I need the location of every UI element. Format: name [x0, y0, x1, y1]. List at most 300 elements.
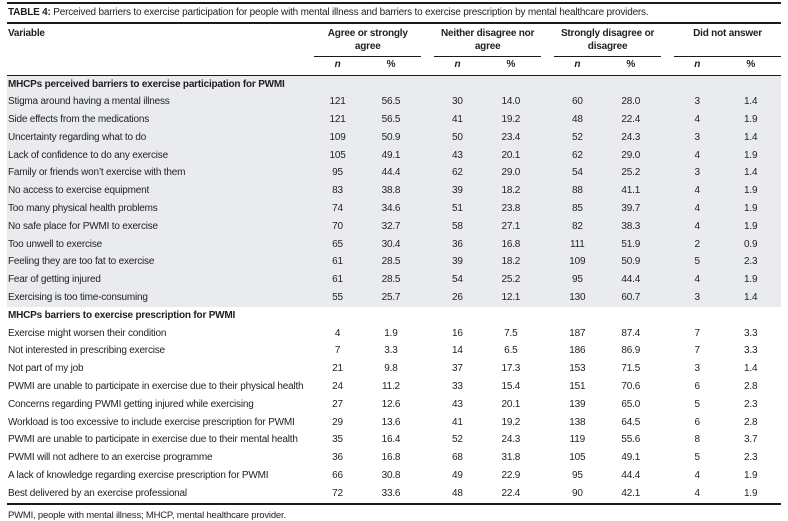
pct-cell: 71.5 [621, 363, 641, 375]
column-gap [541, 111, 554, 129]
column-gap [661, 467, 674, 485]
column-gap [661, 253, 674, 271]
column-gap [421, 24, 434, 75]
pct-cell: 19.2 [481, 111, 541, 129]
n-cell: 119 [569, 434, 585, 446]
column-header-pct: % [601, 57, 661, 76]
pct-cell: 2.3 [720, 253, 781, 271]
variable-cell: Concerns regarding PWMI getting injured while exercising [8, 398, 254, 410]
n-cell: 49 [452, 470, 463, 482]
column-gap [541, 360, 554, 378]
column-gap [661, 200, 674, 218]
column-gap [541, 218, 554, 236]
pct-cell: 1.4 [720, 289, 781, 307]
pct-cell: 13.6 [381, 416, 401, 428]
table-row [7, 218, 781, 236]
column-gap [661, 378, 674, 396]
n-cell: 5 [674, 253, 720, 271]
pct-cell: 27.1 [481, 218, 541, 236]
n-cell: 68 [452, 452, 463, 464]
n-cell: 39 [434, 253, 480, 271]
table-row [7, 147, 781, 165]
variable-cell: Uncertainty regarding what to do [7, 129, 314, 147]
pct-cell: 50.9 [361, 129, 421, 147]
column-gap [661, 414, 674, 432]
n-cell: 105 [314, 147, 360, 165]
column-gap [421, 289, 434, 307]
column-gap [661, 236, 674, 254]
column-gap [421, 485, 434, 504]
pct-cell: 39.7 [601, 200, 661, 218]
n-cell: 153 [569, 363, 586, 375]
section-header: MHCPs barriers to exercise prescription for PWMI [8, 309, 236, 321]
variable-cell: PWMI are unable to participate in exercise due to their physical health [8, 381, 304, 393]
column-gap [421, 111, 434, 129]
pct-cell: 1.9 [384, 327, 398, 339]
n-cell: 3 [674, 164, 720, 182]
pct-cell: 56.5 [361, 93, 421, 111]
column-gap [541, 129, 554, 147]
column-gap [421, 360, 434, 378]
column-gap [541, 396, 554, 414]
pct-cell: 23.4 [481, 129, 541, 147]
table-row [7, 396, 781, 414]
n-cell: 8 [694, 434, 700, 446]
n-cell: 52 [452, 434, 463, 446]
pct-cell: 42.1 [601, 485, 661, 504]
n-cell: 4 [674, 182, 720, 200]
table-row [7, 360, 781, 378]
pct-cell: 20.1 [501, 398, 521, 410]
column-gap [421, 467, 434, 485]
pct-cell: 17.3 [501, 363, 521, 375]
n-cell: 61 [314, 271, 360, 289]
column-gap [661, 289, 674, 307]
n-cell: 90 [554, 485, 600, 504]
variable-cell: PWMI will not adhere to an exercise programme [8, 452, 213, 464]
group-header-row [7, 24, 781, 57]
column-group-agree: Agree or strongly agree [314, 24, 421, 57]
pct-cell: 24.3 [501, 434, 521, 446]
n-cell: 37 [452, 363, 463, 375]
column-gap [661, 449, 674, 467]
column-gap [541, 431, 554, 449]
pct-cell: 28.5 [361, 253, 421, 271]
pct-cell: 14.0 [481, 93, 541, 111]
variable-cell: A lack of knowledge regarding exercise prescription for PWMI [8, 470, 269, 482]
n-cell: 62 [434, 164, 480, 182]
table-footnote: PWMI, people with mental illness; MHCP, mental healthcare provider. [8, 509, 286, 521]
variable-cell: Exercising is too time-consuming [7, 289, 314, 307]
variable-cell: Best delivered by an exercise professional [7, 485, 314, 504]
pct-cell: 34.6 [361, 200, 421, 218]
pct-cell: 38.8 [361, 182, 421, 200]
n-cell: 41 [452, 416, 463, 428]
table-row [7, 236, 781, 254]
pct-cell: 29.0 [481, 164, 541, 182]
pct-cell: 16.4 [381, 434, 401, 446]
table-title [7, 2, 781, 24]
pct-cell: 1.4 [744, 363, 758, 375]
column-gap [541, 467, 554, 485]
pct-cell: 1.9 [744, 470, 758, 482]
pct-cell: 44.4 [361, 164, 421, 182]
column-gap [541, 289, 554, 307]
column-gap [541, 414, 554, 432]
column-gap [421, 182, 434, 200]
table-row [7, 111, 781, 129]
pct-cell: 60.7 [601, 289, 661, 307]
column-gap [421, 378, 434, 396]
column-gap [421, 164, 434, 182]
table-row [7, 378, 781, 396]
column-gap [661, 342, 674, 360]
pct-cell: 6.5 [504, 345, 518, 357]
column-header-n: n [674, 57, 720, 76]
pct-cell: 12.1 [481, 289, 541, 307]
pct-cell: 1.9 [720, 485, 781, 504]
column-gap [421, 325, 434, 343]
n-cell: 6 [694, 381, 700, 393]
pct-cell: 1.9 [720, 218, 781, 236]
pct-cell: 64.5 [621, 416, 641, 428]
n-cell: 151 [569, 381, 586, 393]
table-row [7, 253, 781, 271]
column-gap [541, 378, 554, 396]
n-cell: 51 [434, 200, 480, 218]
n-cell: 24 [332, 381, 343, 393]
pct-cell: 23.8 [481, 200, 541, 218]
n-cell: 4 [694, 470, 700, 482]
pct-cell: 1.9 [720, 147, 781, 165]
n-cell: 6 [694, 416, 700, 428]
n-cell: 48 [554, 111, 600, 129]
n-cell: 70 [314, 218, 360, 236]
pct-cell: 49.1 [621, 452, 641, 464]
n-cell: 30 [434, 93, 480, 111]
pct-cell: 86.9 [621, 345, 641, 357]
n-cell: 4 [674, 218, 720, 236]
table-row [7, 431, 781, 449]
pct-cell: 9.8 [384, 363, 398, 375]
pct-cell: 0.9 [720, 236, 781, 254]
n-cell: 88 [554, 182, 600, 200]
n-cell: 85 [554, 200, 600, 218]
pct-cell: 25.2 [601, 164, 661, 182]
table-number-label: TABLE 4: [8, 7, 51, 18]
variable-cell: Exercise might worsen their condition [8, 327, 167, 339]
table-row [7, 129, 781, 147]
column-gap [541, 182, 554, 200]
n-cell: 54 [554, 164, 600, 182]
column-header-pct: % [481, 57, 541, 76]
n-cell: 95 [314, 164, 360, 182]
column-gap [661, 93, 674, 111]
pct-cell: 1.4 [720, 93, 781, 111]
n-cell: 26 [434, 289, 480, 307]
n-cell: 58 [434, 218, 480, 236]
n-cell: 74 [314, 200, 360, 218]
column-gap [661, 271, 674, 289]
variable-cell: No safe place for PWMI to exercise [7, 218, 314, 236]
column-header-pct: % [720, 57, 781, 76]
pct-cell: 29.0 [601, 147, 661, 165]
column-gap [661, 360, 674, 378]
pct-cell: 1.4 [720, 164, 781, 182]
pct-cell: 2.8 [744, 416, 758, 428]
pct-cell: 41.1 [601, 182, 661, 200]
column-gap [541, 342, 554, 360]
variable-cell: Lack of confidence to do any exercise [7, 147, 314, 165]
table-row [7, 182, 781, 200]
column-gap [421, 93, 434, 111]
n-cell: 7 [694, 345, 700, 357]
column-gap [541, 253, 554, 271]
n-cell: 105 [569, 452, 586, 464]
section-header-row [7, 75, 781, 93]
n-cell: 186 [569, 345, 586, 357]
n-cell: 27 [332, 398, 343, 410]
table-row [7, 164, 781, 182]
pct-cell: 3.3 [384, 345, 398, 357]
pct-cell: 1.9 [720, 271, 781, 289]
column-header-n: n [434, 57, 480, 76]
n-cell: 5 [694, 398, 700, 410]
variable-cell: Family or friends won’t exercise with them [7, 164, 314, 182]
n-cell: 72 [314, 485, 360, 504]
n-cell: 138 [569, 416, 586, 428]
n-cell: 121 [314, 93, 360, 111]
variable-cell: PWMI are unable to participate in exercise due to their mental health [8, 434, 298, 446]
table-row [7, 467, 781, 485]
column-header-pct: % [361, 57, 421, 76]
pct-cell: 65.0 [621, 398, 641, 410]
column-gap [661, 164, 674, 182]
n-cell: 111 [554, 236, 600, 254]
column-gap [421, 396, 434, 414]
column-gap [541, 325, 554, 343]
column-group-disagree: Strongly disagree or disagree [554, 24, 661, 57]
pct-cell: 22.4 [481, 485, 541, 504]
n-cell: 52 [554, 129, 600, 147]
variable-cell: Not part of my job [8, 363, 84, 375]
table-row [7, 200, 781, 218]
pct-cell: 44.4 [601, 271, 661, 289]
column-gap [661, 485, 674, 504]
pct-cell: 25.7 [361, 289, 421, 307]
section-header-row [7, 307, 781, 325]
n-cell: 4 [674, 147, 720, 165]
table-row [7, 93, 781, 111]
n-cell: 36 [434, 236, 480, 254]
pct-cell: 1.9 [720, 200, 781, 218]
pct-cell: 2.3 [744, 452, 758, 464]
n-cell: 3 [674, 93, 720, 111]
pct-cell: 30.8 [381, 470, 401, 482]
n-cell: 33 [452, 381, 463, 393]
n-cell: 55 [314, 289, 360, 307]
n-cell: 7 [694, 327, 700, 339]
n-cell: 2 [674, 236, 720, 254]
column-header-n: n [554, 57, 600, 76]
n-cell: 61 [314, 253, 360, 271]
column-gap [661, 182, 674, 200]
n-cell: 54 [434, 271, 480, 289]
n-cell: 3 [674, 129, 720, 147]
column-gap [541, 200, 554, 218]
n-cell: 4 [674, 271, 720, 289]
n-cell: 66 [332, 470, 343, 482]
n-cell: 62 [554, 147, 600, 165]
n-cell: 121 [314, 111, 360, 129]
pct-cell: 15.4 [501, 381, 521, 393]
pct-cell: 25.2 [481, 271, 541, 289]
n-cell: 109 [554, 253, 600, 271]
pct-cell: 30.4 [361, 236, 421, 254]
pct-cell: 7.5 [504, 327, 518, 339]
column-gap [421, 342, 434, 360]
table-row [7, 271, 781, 289]
n-cell: 16 [452, 327, 463, 339]
barriers-table [7, 24, 781, 505]
n-cell: 4 [334, 327, 341, 339]
variable-cell: Fear of getting injured [7, 271, 314, 289]
pct-cell: 20.1 [481, 147, 541, 165]
column-gap [421, 449, 434, 467]
table-body [7, 75, 781, 504]
n-cell: 43 [434, 147, 480, 165]
pct-cell: 3.3 [744, 327, 758, 339]
table-row [7, 289, 781, 307]
table-row [7, 414, 781, 432]
pct-cell: 16.8 [481, 236, 541, 254]
pct-cell: 49.1 [361, 147, 421, 165]
pct-cell: 3.3 [744, 345, 758, 357]
variable-cell: Stigma around having a mental illness [7, 93, 314, 111]
n-cell: 7 [334, 345, 341, 357]
pct-cell: 32.7 [361, 218, 421, 236]
column-gap [661, 431, 674, 449]
n-cell: 29 [332, 416, 343, 428]
pct-cell: 51.9 [601, 236, 661, 254]
pct-cell: 1.4 [720, 129, 781, 147]
variable-cell: Side effects from the medications [7, 111, 314, 129]
pct-cell: 1.9 [720, 182, 781, 200]
pct-cell: 22.4 [601, 111, 661, 129]
table-row [7, 485, 781, 504]
column-gap [421, 253, 434, 271]
column-gap [541, 147, 554, 165]
variable-cell: Too unwell to exercise [7, 236, 314, 254]
pct-cell: 2.3 [744, 398, 758, 410]
variable-cell: Feeling they are too fat to exercise [7, 253, 314, 271]
pct-cell: 12.6 [381, 398, 401, 410]
n-cell: 3 [694, 363, 700, 375]
n-cell: 39 [434, 182, 480, 200]
table-row [7, 449, 781, 467]
variable-cell: No access to exercise equipment [7, 182, 314, 200]
pct-cell: 31.8 [501, 452, 521, 464]
n-cell: 43 [452, 398, 463, 410]
column-gap [421, 271, 434, 289]
column-gap [541, 449, 554, 467]
pct-cell: 18.2 [481, 253, 541, 271]
column-header-n: n [314, 57, 360, 76]
pct-cell: 16.8 [381, 452, 401, 464]
pct-cell: 50.9 [601, 253, 661, 271]
column-header-variable: Variable [7, 24, 314, 75]
pct-cell: 70.6 [621, 381, 641, 393]
n-cell: 41 [434, 111, 480, 129]
table-header [7, 24, 781, 75]
column-gap [541, 271, 554, 289]
column-gap [421, 414, 434, 432]
n-cell: 83 [314, 182, 360, 200]
pct-cell: 18.2 [481, 182, 541, 200]
column-gap [661, 129, 674, 147]
n-cell: 130 [554, 289, 600, 307]
n-cell: 50 [434, 129, 480, 147]
column-gap [541, 485, 554, 504]
pct-cell: 11.2 [381, 381, 400, 393]
variable-cell: Too many physical health problems [7, 200, 314, 218]
column-gap [541, 236, 554, 254]
variable-cell: Not interested in prescribing exercise [8, 345, 165, 357]
n-cell: 14 [452, 345, 463, 357]
column-gap [661, 24, 674, 75]
pct-cell: 24.3 [601, 129, 661, 147]
table-row [7, 342, 781, 360]
n-cell: 21 [332, 363, 343, 375]
pct-cell: 28.0 [601, 93, 661, 111]
n-cell: 60 [554, 93, 600, 111]
n-cell: 35 [332, 434, 343, 446]
column-group-neither: Neither disagree nor agree [434, 24, 541, 57]
column-gap [421, 129, 434, 147]
column-gap [541, 93, 554, 111]
column-gap [541, 164, 554, 182]
n-cell: 187 [569, 327, 586, 339]
column-gap [421, 431, 434, 449]
column-group-no-answer: Did not answer [674, 24, 781, 57]
pct-cell: 22.9 [501, 470, 521, 482]
column-gap [661, 147, 674, 165]
n-cell: 65 [314, 236, 360, 254]
column-gap [661, 396, 674, 414]
n-cell: 48 [434, 485, 480, 504]
pct-cell: 1.9 [720, 111, 781, 129]
column-gap [661, 111, 674, 129]
n-cell: 4 [674, 200, 720, 218]
column-gap [421, 218, 434, 236]
pct-cell: 44.4 [621, 470, 641, 482]
n-cell: 139 [569, 398, 586, 410]
pct-cell: 19.2 [501, 416, 521, 428]
n-cell: 3 [674, 289, 720, 307]
pct-cell: 2.8 [744, 381, 758, 393]
table-row [7, 325, 781, 343]
pct-cell: 87.4 [621, 327, 641, 339]
n-cell: 109 [314, 129, 360, 147]
column-gap [421, 200, 434, 218]
variable-cell: Workload is too excessive to include exercise prescription for PWMI [8, 416, 295, 428]
column-gap [421, 147, 434, 165]
pct-cell: 38.3 [601, 218, 661, 236]
column-gap [541, 24, 554, 75]
n-cell: 5 [694, 452, 700, 464]
n-cell: 36 [332, 452, 343, 464]
section-header: MHCPs perceived barriers to exercise participation for PWMI [7, 75, 781, 93]
